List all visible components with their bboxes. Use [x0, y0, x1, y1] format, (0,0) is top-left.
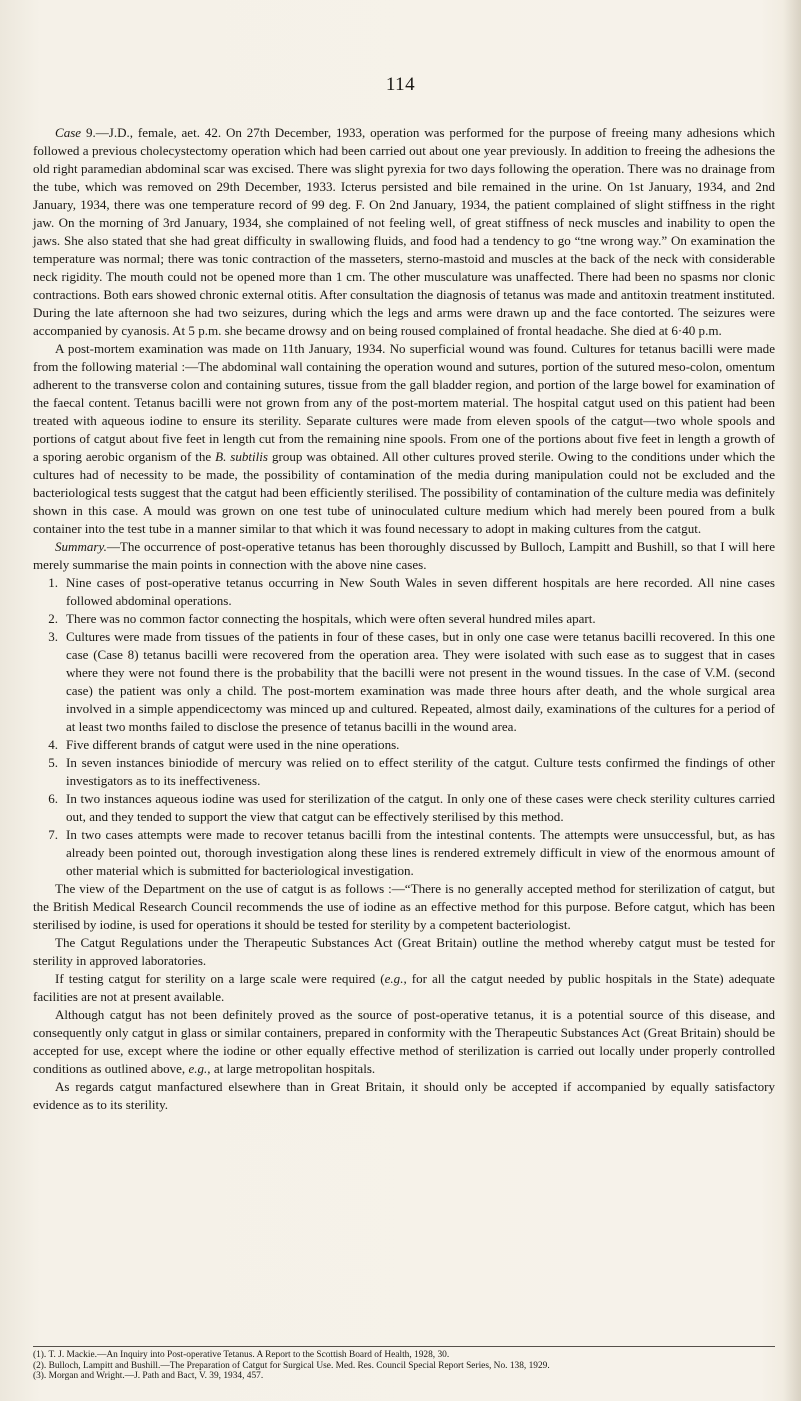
- summary-paragraph: [33, 538, 775, 574]
- list-item-number: 3.: [48, 629, 58, 644]
- page-edge-shadow: [783, 0, 801, 1401]
- list-item: [33, 736, 775, 754]
- case-label: Case: [55, 125, 82, 140]
- case-9-paragraph: [33, 124, 775, 340]
- list-item-text: In two cases attempts were made to recover tetanus bacilli from the intestinal contents. The attempts were unsuccessful, but, as has already been pointed out, thorough investigation along these lines is rendered extremely difficult in view of the enormous amount of other material which is submitted for bacteriological investigation.: [66, 827, 775, 878]
- list-item: [33, 826, 775, 880]
- body-text: [33, 124, 775, 1114]
- organism-name: B. subtilis: [215, 449, 269, 464]
- case-number: 9.: [81, 125, 96, 140]
- list-item: [33, 628, 775, 736]
- list-item-text: Five different brands of catgut were used in the nine operations.: [66, 737, 400, 752]
- footnote: (2). Bulloch, Lampitt and Bushill.—The Preparation of Catgut for Surgical Use. Med. Res. Council Special Report Series, No. 138, 1929.: [33, 1360, 550, 1371]
- list-item-text: Cultures were made from tissues of the patients in four of these cases, but in only one case were tetanus bacilli recovered. In this one case (Case 8) tetanus bacilli were recovered from the operation area. They were isolated with such ease as to suggest that in cases where they were not found there is the probability that the bacilli were not present in the wound tissues. In the case of V.M. (second case) the patient was only a child. The post-mortem examination was made three hours after death, and the whole surgical area involved in a simple appendicectomy was minced up and cultured. Repeated, almost daily, examinations of the cultures for a period of at least two months failed to disclose the presence of tetanus bacilli in the wound area.: [66, 629, 775, 734]
- list-item-number: 2.: [48, 611, 58, 626]
- regards-paragraph: As regards catgut manfactured elsewhere than in Great Britain, it should only be accepted if accompanied by equally satisfactory evidence as to its sterility.: [33, 1079, 775, 1112]
- testing-eg: e.g.,: [384, 971, 407, 986]
- list-item-number: 6.: [48, 791, 58, 806]
- list-item-number: 7.: [48, 827, 58, 842]
- list-item-number: 5.: [48, 755, 58, 770]
- although-text-part-1: Although catgut has not been definitely proved as the source of post-operative tetanus, it is a potential source of this disease, and consequently only catgut in glass or similar containers, prepared in conformity with the Therapeutic Substances Act (Great Britain) should be accepted for use, except where the iodine or other equally effective method of sterilization is carried out locally under properly controlled conditions as outlined above,: [33, 1007, 775, 1076]
- post-mortem-paragraph: [33, 340, 775, 538]
- footnote-divider: [33, 1346, 775, 1347]
- list-item: [33, 754, 775, 790]
- summary-points-list: [33, 574, 775, 880]
- although-paragraph: [33, 1006, 775, 1078]
- list-item-text: Nine cases of post-operative tetanus occurring in New South Wales in seven different hospitals are here recorded. All nine cases followed abdominal operations.: [66, 575, 775, 608]
- list-item-number: 1.: [48, 575, 58, 590]
- case-9-text: —J.D., female, aet. 42. On 27th December, 1933, operation was performed for the purpose of freeing many adhesions which followed a previous cholecystectomy operation which had been carried out about one year previously. In addition to freeing the adhesions the old right paramedian abdominal scar was excised. There was slight pyrexia for two days following the operation. There was no drainage from the tube, which was removed on 29th December, 1933. Icterus persisted and bile remained in the urine. On 1st January, 1934, and 2nd January, 1934, there was one temperature record of 99 deg. F. On 2nd January, 1934, the patient complained of slight stiffness in the right jaw. On the morning of 3rd January, 1934, she complained of not feeling well, of great stiffness of neck muscles and inability to open the jaws. She also stated that she had great difficulty in swallowing fluids, and food had a tendency to go “tne wrong way.” On examination the temperature was normal; there was tonic contraction of the masseters, sterno-mastoid and muscles at the back of the neck with considerable neck rigidity. The mouth could not be opened more than 1 cm. The other musculature was unaffected. There had been no spasms nor clonic contractions. Both ears showed chronic external otitis. After consultation the diagnosis of tetanus was made and antitoxin treatment instituted. During the late afternoon she had two seizures, during which the legs and arms were drawn up and the face contorted. The seizures were accompanied by cyanosis. At 5 p.m. she became drowsy and on being roused complained of frontal headache. She died at 6·40 p.m.: [33, 125, 775, 338]
- summary-label: Summary.: [55, 539, 107, 554]
- footnotes: [33, 1350, 775, 1382]
- list-item: [33, 610, 775, 628]
- summary-text: —The occurrence of post-operative tetanus has been thoroughly discussed by Bulloch, Lampitt and Bushill, so that I will here merely summarise the main points in connection with the above nine cases.: [33, 539, 775, 572]
- list-item-text: In two instances aqueous iodine was used for sterilization of the catgut. In only one of these cases were check sterility cultures carried out, and they tended to support the view that catgut can be effectively sterilised by this method.: [66, 791, 775, 824]
- although-text-part-2: at large metropolitan hospitals.: [210, 1061, 376, 1076]
- although-eg: e.g.,: [188, 1061, 211, 1076]
- post-mortem-text-part-2: group was obtained. All other cultures proved sterile. Owing to the conditions under which the cultures had of necessity to be made, the possibility of contamination of the media during manipulation could not be excluded and the bacteriological tests suggest that the catgut had been efficiently sterilised. The possibility of contamination of the culture media was definitely shown in this case. A mould was grown on one test tube of uninoculated culture medium which had merely been poured from a bulk container into the test tube in a manner similar to that which it was found necessary to adopt in making cultures from the catgut.: [33, 449, 776, 536]
- list-item-text: There was no common factor connecting the hospitals, which were often several hundred miles apart.: [66, 611, 596, 626]
- list-item-text: In seven instances biniodide of mercury was relied on to effect sterility of the catgut. Culture tests confirmed the findings of other investigators as to its ineffectiveness.: [66, 755, 775, 788]
- list-item: [33, 574, 775, 610]
- page-number: 114: [385, 74, 416, 95]
- testing-paragraph: [33, 970, 775, 1006]
- list-item-number: 4.: [48, 737, 58, 752]
- catgut-regulations-paragraph: The Catgut Regulations under the Therapeutic Substances Act (Great Britain) outline the method whereby catgut must be tested for sterility in approved laboratories.: [33, 935, 775, 968]
- post-mortem-text-part-1: A post-mortem examination was made on 11th January, 1934. No superficial wound was found. Cultures for tetanus bacilli were made from the following material :—The abdominal wall containing the operation wound and sutures, portion of the sutured meso-colon, omentum adherent to the transverse colon and containing sutures, tissue from the gall bladder region, and portion of the large bowel for examination of the faecal content. Tetanus bacilli were not grown from any of the post-mortem material. The hospital catgut used on this patient had been treated with aqueous iodine to ensure its sterility. Separate cultures were made from eleven spools of the catgut—two whole spools and portions of catgut about five feet in length cut from the remaining nine spools. From one of the portions about five feet in length a growth of a sporing aerobic organism of the: [33, 341, 775, 464]
- testing-text-part-2: for all the catgut needed by public hospitals in the State) adequate facilities are not at present available.: [33, 971, 775, 1004]
- footnote: (1). T. J. Mackie.—An Inquiry into Post-operative Tetanus. A Report to the Scottish Board of Health, 1928, 30.: [33, 1350, 450, 1360]
- department-view-paragraph: The view of the Department on the use of catgut is as follows :—“There is no generally accepted method for sterilization of catgut, but the British Medical Research Council recommends the use of iodine as an effective method for this purpose. Before catgut, which has been sterilised by iodine, is used for operations it should be tested for sterility by a competent bacteriologist.: [33, 881, 775, 932]
- testing-text-part-1: If testing catgut for sterility on a large scale were required (: [55, 971, 385, 986]
- list-item: [33, 790, 775, 826]
- footnote: (3). Morgan and Wright.—J. Path and Bact, V. 39, 1934, 457.: [33, 1371, 264, 1381]
